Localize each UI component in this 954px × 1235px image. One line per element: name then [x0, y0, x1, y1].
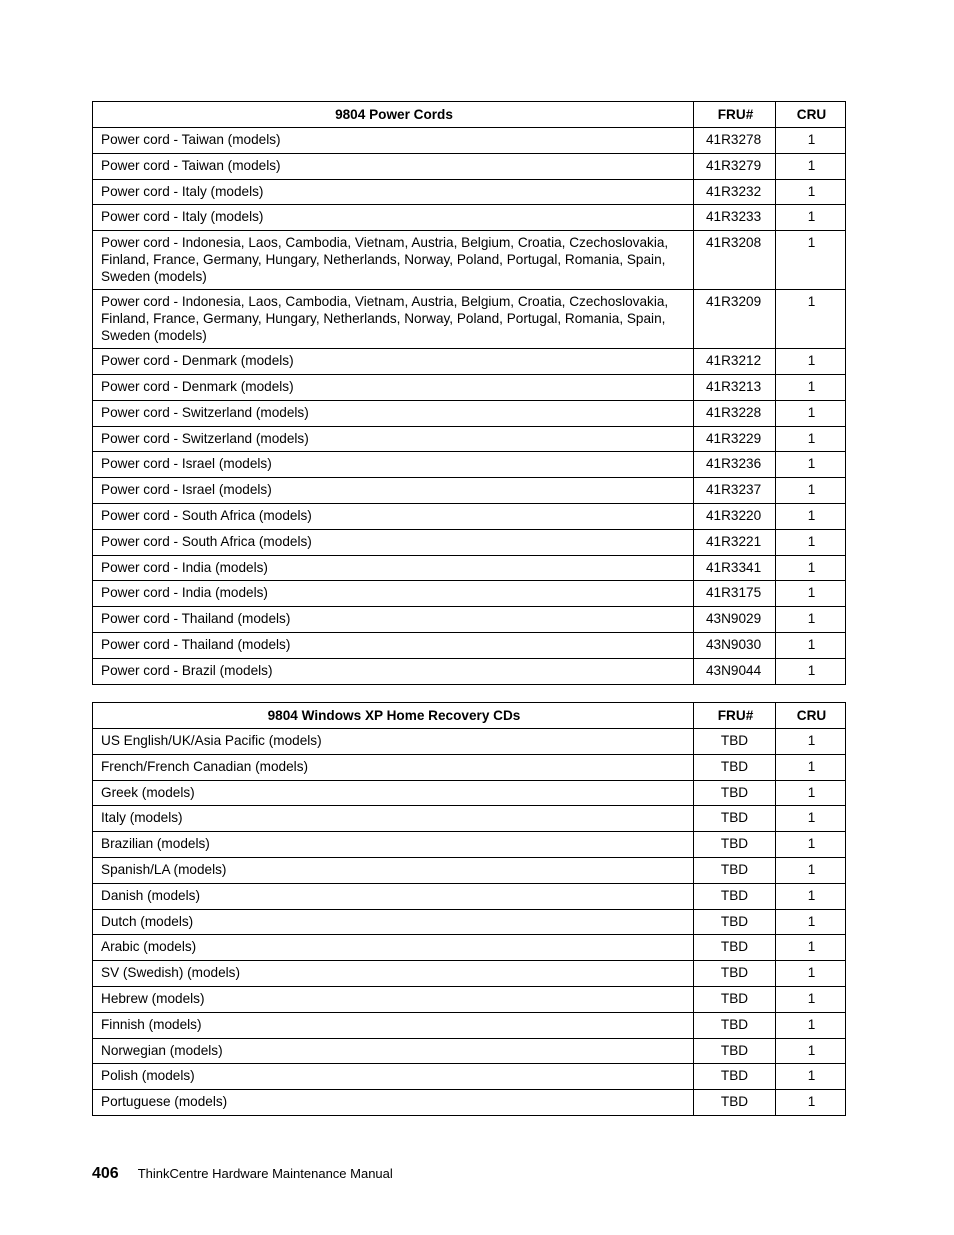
description-header: 9804 Power Cords — [93, 102, 694, 128]
manual-title: ThinkCentre Hardware Maintenance Manual — [137, 1166, 393, 1181]
table-row — [93, 632, 846, 658]
cru-value: 1 — [776, 986, 846, 1012]
fru-number: TBD — [694, 935, 776, 961]
table-row — [93, 1012, 846, 1038]
cru-value: 1 — [776, 290, 846, 349]
part-description: Power cord - South Africa (models) — [93, 529, 694, 555]
cru-value: 1 — [776, 529, 846, 555]
cru-value: 1 — [776, 426, 846, 452]
cru-value: 1 — [776, 1090, 846, 1116]
fru-number: TBD — [694, 806, 776, 832]
fru-number: 41R3212 — [694, 349, 776, 375]
part-description: Power cord - Israel (models) — [93, 478, 694, 504]
cru-value: 1 — [776, 658, 846, 684]
fru-number: 41R3233 — [694, 205, 776, 231]
fru-number: 43N9029 — [694, 607, 776, 633]
part-description: Brazilian (models) — [93, 832, 694, 858]
fru-number: 41R3228 — [694, 400, 776, 426]
fru-number: TBD — [694, 1090, 776, 1116]
table-row — [93, 231, 846, 290]
table-row — [93, 555, 846, 581]
fru-number: 43N9044 — [694, 658, 776, 684]
part-description: Arabic (models) — [93, 935, 694, 961]
cru-value: 1 — [776, 961, 846, 987]
table-row — [93, 909, 846, 935]
table-row — [93, 1038, 846, 1064]
part-description: Dutch (models) — [93, 909, 694, 935]
part-description: Portuguese (models) — [93, 1090, 694, 1116]
table-row — [93, 426, 846, 452]
fru-number: TBD — [694, 754, 776, 780]
cru-value: 1 — [776, 153, 846, 179]
table-row — [93, 780, 846, 806]
table-header-row — [93, 102, 846, 128]
cru-value: 1 — [776, 754, 846, 780]
table-row — [93, 935, 846, 961]
fru-number: 41R3175 — [694, 581, 776, 607]
part-description: Hebrew (models) — [93, 986, 694, 1012]
part-description: Power cord - Denmark (models) — [93, 349, 694, 375]
part-description: Power cord - Italy (models) — [93, 179, 694, 205]
fru-number: TBD — [694, 1038, 776, 1064]
description-header: 9804 Windows XP Home Recovery CDs — [93, 703, 694, 729]
cru-value: 1 — [776, 935, 846, 961]
cru-value: 1 — [776, 832, 846, 858]
fru-number: TBD — [694, 1012, 776, 1038]
table-row — [93, 452, 846, 478]
cru-value: 1 — [776, 607, 846, 633]
table-row — [93, 400, 846, 426]
cru-value: 1 — [776, 1038, 846, 1064]
part-description: Power cord - Thailand (models) — [93, 607, 694, 633]
fru-number: 41R3236 — [694, 452, 776, 478]
part-description: Power cord - India (models) — [93, 555, 694, 581]
recovery-cds-table — [92, 702, 846, 1116]
table-row — [93, 857, 846, 883]
cru-value: 1 — [776, 555, 846, 581]
cru-header: CRU — [776, 102, 846, 128]
fru-number: 41R3213 — [694, 374, 776, 400]
table-row — [93, 503, 846, 529]
part-description: Power cord - Switzerland (models) — [93, 400, 694, 426]
cru-value: 1 — [776, 729, 846, 755]
fru-number: 41R3232 — [694, 179, 776, 205]
cru-value: 1 — [776, 374, 846, 400]
part-description: Power cord - Taiwan (models) — [93, 153, 694, 179]
part-description: Power cord - Indonesia, Laos, Cambodia, Vietnam, Austria, Belgium, Croatia, Czechoslovakia, Finland, France, Germany, Hungary, Netherlands, Norway, Poland, Portugal, Romania, Spain, Sweden (models) — [93, 231, 694, 290]
fru-header: FRU# — [694, 703, 776, 729]
table-row — [93, 806, 846, 832]
fru-number: TBD — [694, 857, 776, 883]
table-row — [93, 883, 846, 909]
part-description: Power cord - Thailand (models) — [93, 632, 694, 658]
table-row — [93, 729, 846, 755]
table-row — [93, 607, 846, 633]
cru-value: 1 — [776, 883, 846, 909]
cru-value: 1 — [776, 909, 846, 935]
power-cords-table — [92, 101, 846, 685]
part-description: Polish (models) — [93, 1064, 694, 1090]
part-description: Greek (models) — [93, 780, 694, 806]
part-description: Power cord - Taiwan (models) — [93, 128, 694, 154]
part-description: Norwegian (models) — [93, 1038, 694, 1064]
cru-value: 1 — [776, 857, 846, 883]
table-row — [93, 290, 846, 349]
cru-value: 1 — [776, 128, 846, 154]
table-row — [93, 581, 846, 607]
cru-value: 1 — [776, 503, 846, 529]
part-description: Power cord - Switzerland (models) — [93, 426, 694, 452]
page-number: 406 — [92, 1165, 119, 1182]
part-description: Power cord - Indonesia, Laos, Cambodia, Vietnam, Austria, Belgium, Croatia, Czechoslovakia, Finland, France, Germany, Hungary, Netherlands, Norway, Poland, Portugal, Romania, Spain, Sweden (models) — [93, 290, 694, 349]
table-header-row — [93, 703, 846, 729]
table-row — [93, 179, 846, 205]
cru-value: 1 — [776, 400, 846, 426]
part-description: Power cord - Israel (models) — [93, 452, 694, 478]
cru-value: 1 — [776, 581, 846, 607]
cru-value: 1 — [776, 478, 846, 504]
fru-number: 41R3341 — [694, 555, 776, 581]
part-description: Finnish (models) — [93, 1012, 694, 1038]
table-row — [93, 1064, 846, 1090]
fru-number: TBD — [694, 780, 776, 806]
table-row — [93, 1090, 846, 1116]
fru-number: TBD — [694, 961, 776, 987]
part-description: Danish (models) — [93, 883, 694, 909]
part-description: US English/UK/Asia Pacific (models) — [93, 729, 694, 755]
fru-number: TBD — [694, 909, 776, 935]
part-description: Power cord - India (models) — [93, 581, 694, 607]
cru-value: 1 — [776, 231, 846, 290]
fru-number: 41R3278 — [694, 128, 776, 154]
cru-value: 1 — [776, 806, 846, 832]
part-description: Power cord - Italy (models) — [93, 205, 694, 231]
part-description: Power cord - Denmark (models) — [93, 374, 694, 400]
cru-value: 1 — [776, 452, 846, 478]
fru-number: TBD — [694, 883, 776, 909]
table-row — [93, 205, 846, 231]
fru-number: 41R3229 — [694, 426, 776, 452]
fru-header: FRU# — [694, 102, 776, 128]
cru-value: 1 — [776, 349, 846, 375]
cru-value: 1 — [776, 1064, 846, 1090]
part-description: French/French Canadian (models) — [93, 754, 694, 780]
fru-number: 41R3209 — [694, 290, 776, 349]
cru-value: 1 — [776, 780, 846, 806]
fru-number: 41R3279 — [694, 153, 776, 179]
fru-number: 41R3220 — [694, 503, 776, 529]
table-row — [93, 529, 846, 555]
part-description: Spanish/LA (models) — [93, 857, 694, 883]
fru-number: TBD — [694, 1064, 776, 1090]
cru-value: 1 — [776, 205, 846, 231]
cru-value: 1 — [776, 632, 846, 658]
part-description: SV (Swedish) (models) — [93, 961, 694, 987]
table-row — [93, 153, 846, 179]
page-footer — [92, 1165, 393, 1183]
table-row — [93, 478, 846, 504]
cru-header: CRU — [776, 703, 846, 729]
cru-value: 1 — [776, 1012, 846, 1038]
table-row — [93, 374, 846, 400]
part-description: Power cord - Brazil (models) — [93, 658, 694, 684]
table-row — [93, 832, 846, 858]
fru-number: 43N9030 — [694, 632, 776, 658]
fru-number: 41R3208 — [694, 231, 776, 290]
fru-number: TBD — [694, 832, 776, 858]
table-row — [93, 128, 846, 154]
part-description: Power cord - South Africa (models) — [93, 503, 694, 529]
table-row — [93, 961, 846, 987]
part-description: Italy (models) — [93, 806, 694, 832]
table-row — [93, 349, 846, 375]
table-row — [93, 986, 846, 1012]
fru-number: 41R3237 — [694, 478, 776, 504]
cru-value: 1 — [776, 179, 846, 205]
table-row — [93, 658, 846, 684]
fru-number: 41R3221 — [694, 529, 776, 555]
fru-number: TBD — [694, 986, 776, 1012]
table-row — [93, 754, 846, 780]
fru-number: TBD — [694, 729, 776, 755]
